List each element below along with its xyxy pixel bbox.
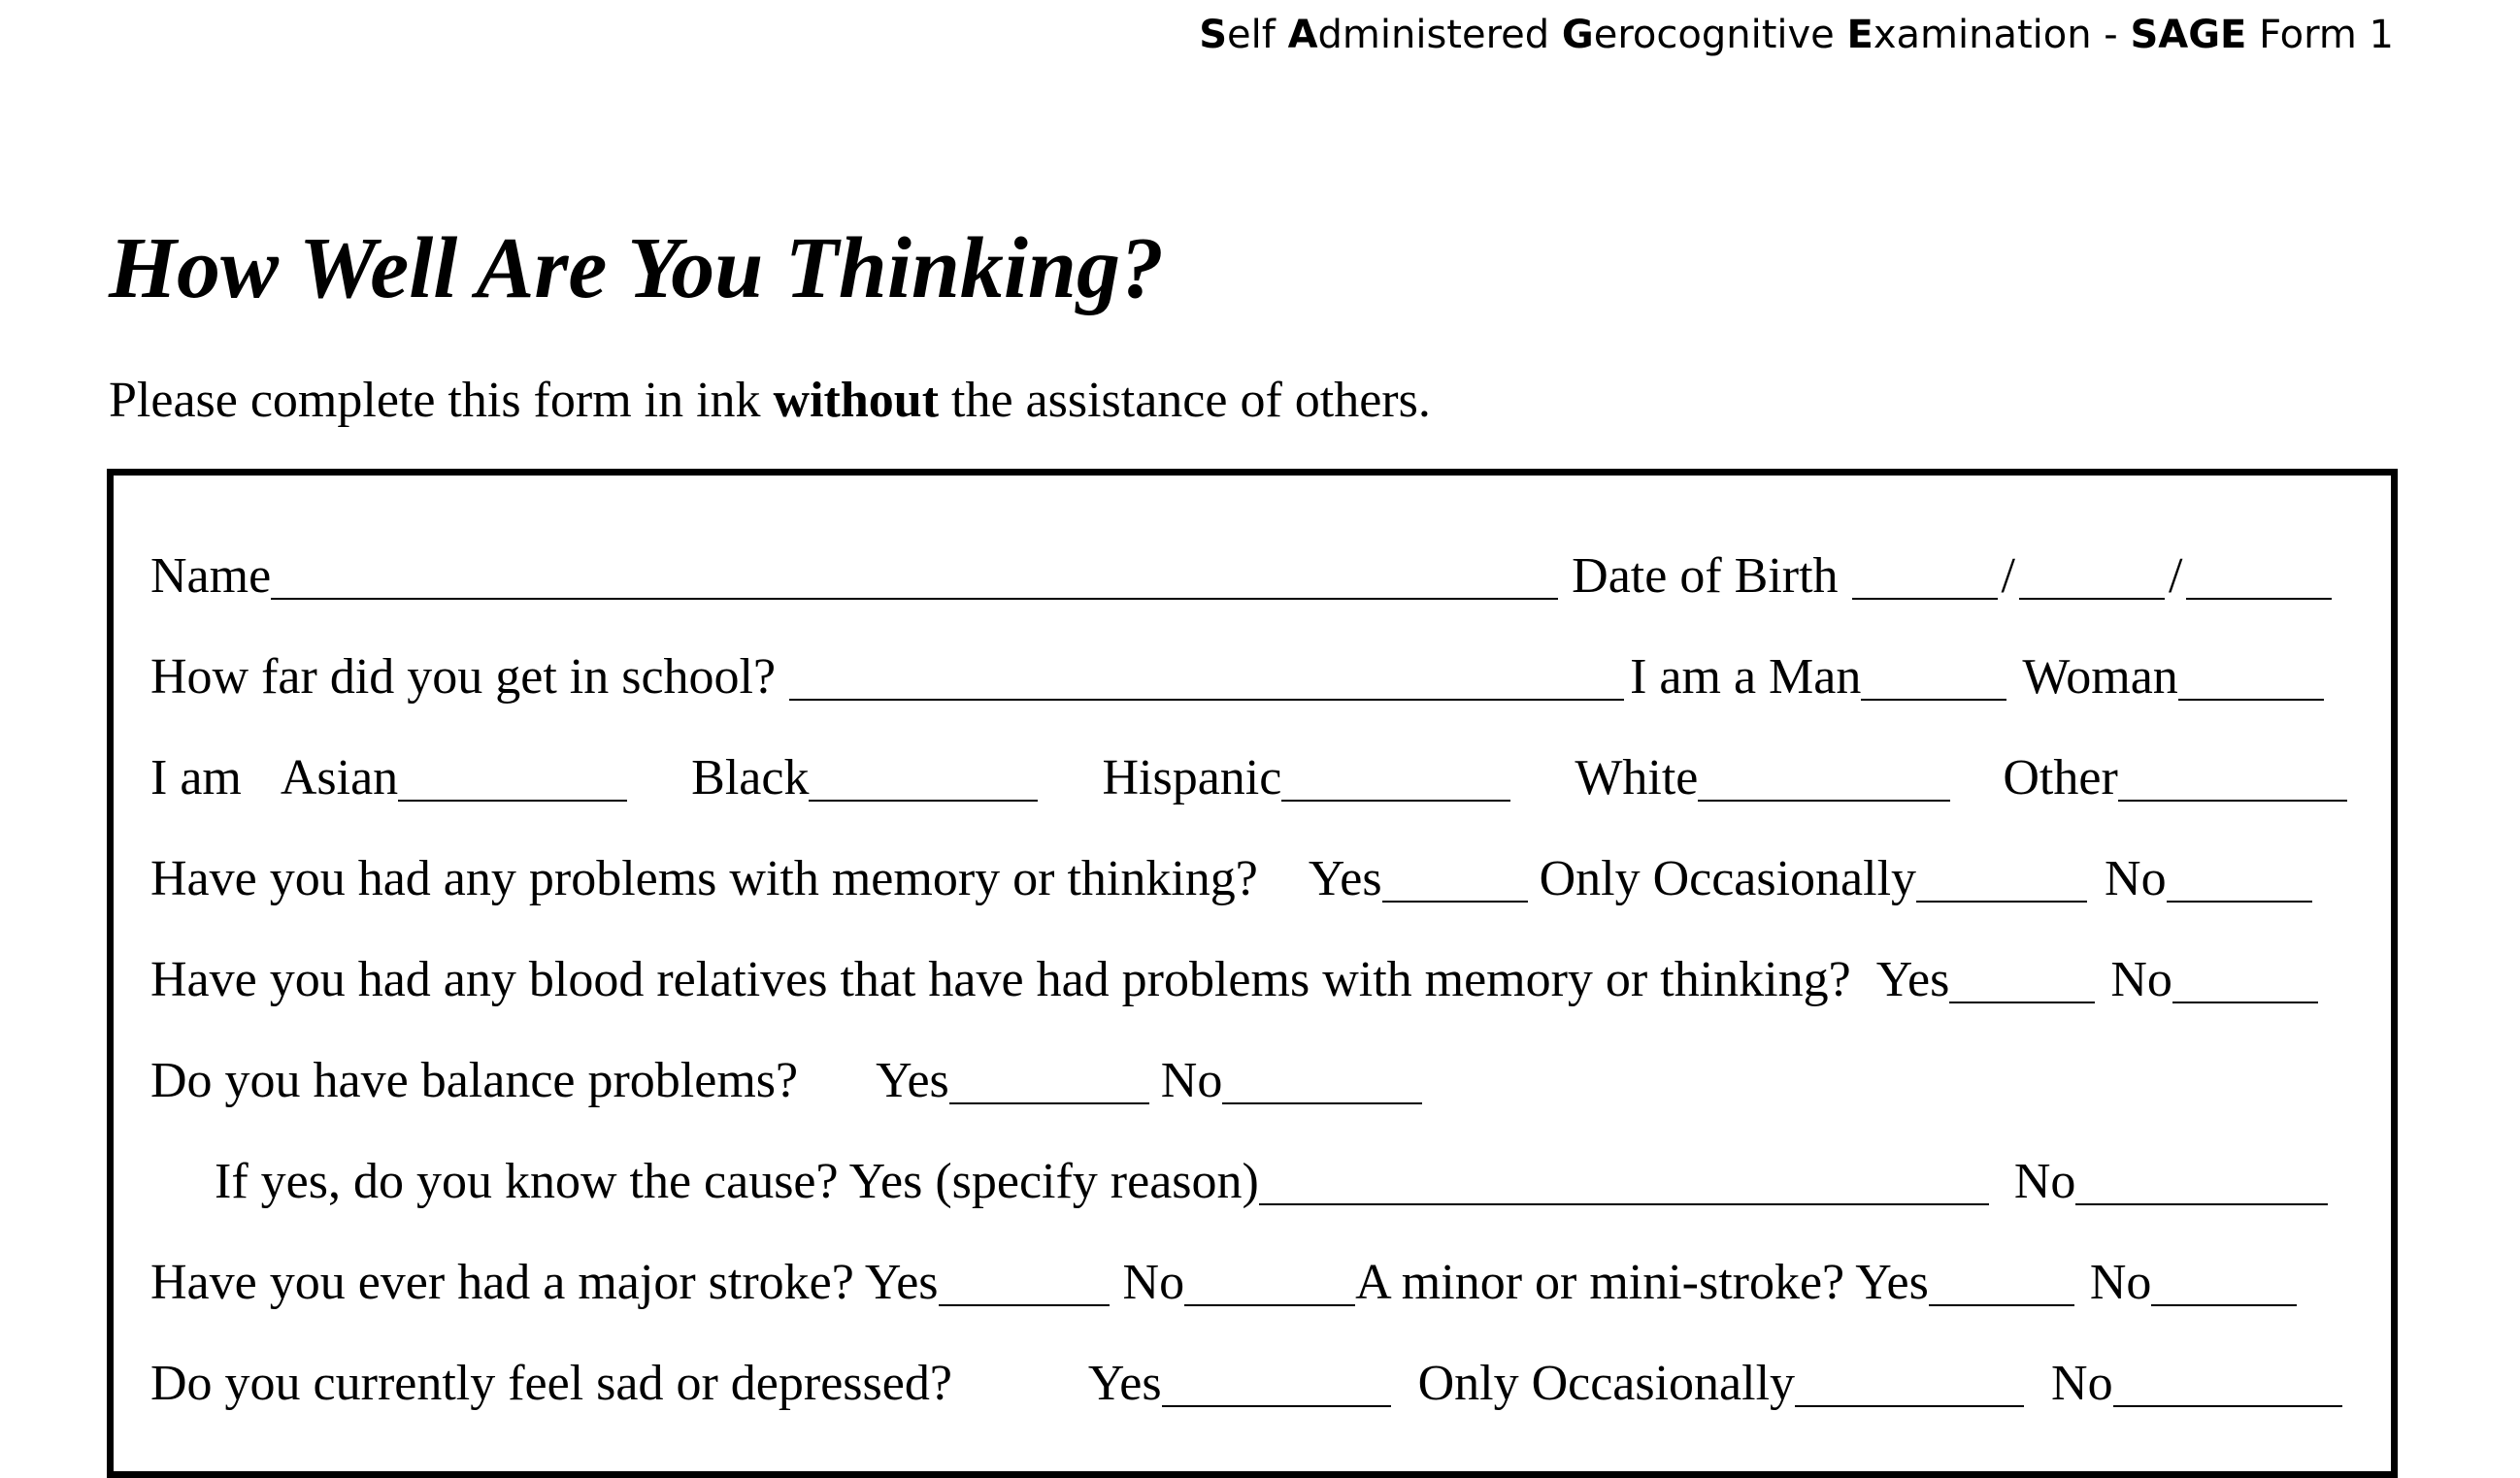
name-label: Name [150,548,272,604]
instructions-text: the assistance of others. [939,373,1431,428]
relatives-yes-field[interactable] [1949,955,2095,1003]
depression-occasionally-field[interactable] [1795,1359,2024,1407]
depression-occasionally-label: Only Occasionally [1417,1356,1796,1411]
race-black-label: Black [691,750,810,805]
balance-cause-question: If yes, do you know the cause? Yes (specify reason) [215,1154,1259,1209]
minor-stroke-yes-field[interactable] [1929,1258,2074,1306]
header-initial-e: E [1846,13,1873,57]
minor-stroke-no-label: No [2089,1255,2152,1310]
balance-yes-field[interactable] [949,1056,1149,1104]
race-hispanic-label: Hispanic [1102,750,1282,805]
row-balance [150,1050,2354,1110]
race-black-field[interactable] [809,753,1038,802]
dob-separator: / [2169,548,2183,604]
balance-cause-no-label: No [2013,1154,2076,1209]
balance-cause-no-field[interactable] [2075,1157,2328,1205]
depression-question: Do you currently feel sad or depressed? [150,1356,952,1411]
header-text: xamination - [1873,13,2131,57]
race-white-label: White [1575,750,1699,805]
memory-yes-label: Yes [1308,851,1382,906]
depression-no-field[interactable] [2113,1359,2342,1407]
row-depression [150,1353,2354,1413]
stroke-yes-field[interactable] [939,1258,1110,1306]
header-initial-s: S [1199,13,1228,57]
balance-no-label: No [1160,1053,1223,1108]
form-header [1199,8,2394,62]
stroke-no-field[interactable] [1184,1258,1355,1306]
race-asian-field[interactable] [398,753,627,802]
minor-stroke-no-field[interactable] [2151,1258,2297,1306]
race-asian-label: Asian [280,750,399,805]
instructions-text: Please complete this form in ink [109,373,774,428]
relatives-yes-label: Yes [1875,952,1950,1007]
depression-yes-field[interactable] [1162,1359,1391,1407]
woman-field[interactable] [2178,652,2324,701]
header-initial-g: G [1561,13,1594,57]
balance-no-field[interactable] [1222,1056,1422,1104]
row-stroke [150,1252,2354,1312]
row-balance-cause [215,1151,2354,1211]
gender-woman-label: Woman [2022,649,2178,705]
dob-day-field[interactable] [2019,551,2165,600]
row-memory [150,848,2354,908]
row-name-dob [150,545,2354,606]
instructions-emphasis: without [773,373,940,428]
header-text: elf [1227,13,1288,57]
header-text: erocognitive [1593,13,1847,57]
memory-occasionally-label: Only Occasionally [1539,851,1917,906]
name-field[interactable] [271,551,1558,600]
header-form-number: Form 1 [2246,13,2394,57]
dob-label: Date of Birth [1572,548,1839,604]
memory-yes-field[interactable] [1382,854,1528,903]
school-label: How far did you get in school? [150,649,777,705]
memory-no-field[interactable] [2167,854,2312,903]
form-box [107,469,2398,1478]
depression-yes-label: Yes [1087,1356,1162,1411]
depression-no-label: No [2051,1356,2113,1411]
race-other-field[interactable] [2118,753,2347,802]
dob-month-field[interactable] [1852,551,1998,600]
header-text: dministered [1317,13,1562,57]
row-race [150,747,2354,807]
balance-question: Do you have balance problems? [150,1053,799,1108]
dob-year-field[interactable] [2186,551,2332,600]
memory-no-label: No [2105,851,2167,906]
row-school-gender [150,646,2354,706]
race-hispanic-field[interactable] [1281,753,1510,802]
stroke-question: Have you ever had a major stroke? Yes [150,1255,939,1310]
balance-yes-label: Yes [876,1053,949,1108]
race-other-label: Other [2003,750,2118,805]
relatives-no-label: No [2110,952,2172,1007]
stroke-no-label: No [1122,1255,1185,1310]
school-field[interactable] [789,652,1624,701]
dob-separator: / [2001,548,2015,604]
row-relatives [150,949,2354,1009]
header-sage: SAGE [2130,13,2247,57]
race-label: I am [150,750,242,805]
gender-man-label: I am a Man [1630,649,1862,705]
relatives-question: Have you had any blood relatives that have had problems with memory or thinking? [150,952,1851,1007]
instructions [109,372,1431,430]
relatives-no-field[interactable] [2172,955,2318,1003]
minor-stroke-question: A minor or mini-stroke? Yes [1355,1255,1929,1310]
man-field[interactable] [1861,652,2006,701]
memory-occasionally-field[interactable] [1916,854,2087,903]
header-initial-a: A [1287,13,1318,57]
race-white-field[interactable] [1698,753,1950,802]
memory-question: Have you had any problems with memory or thinking? [150,851,1258,906]
page-title: How Well Are You Thinking? [109,220,1164,316]
balance-cause-reason-field[interactable] [1259,1157,1989,1205]
